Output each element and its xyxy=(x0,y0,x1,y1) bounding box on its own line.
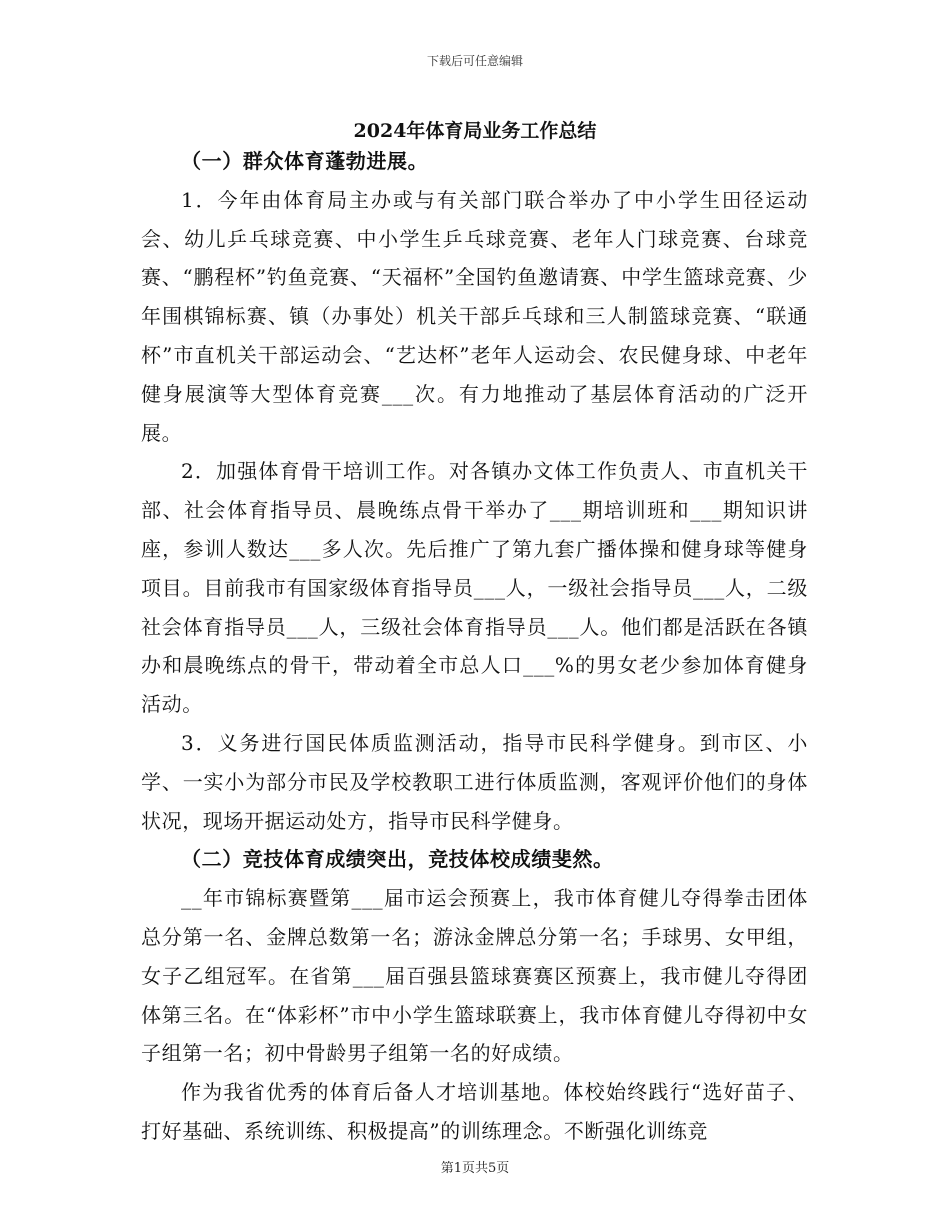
body-paragraph-4: __年市锦标赛暨第___届市运会预赛上，我市体育健儿夺得拳击团体总分第一名、金牌总数第一名；游泳金牌总分第一名；手球男、女甲组，女子乙组冠军。在省第___届百强县篮球赛赛区预赛上，我市健儿夺得团体第三名。在“体彩杯”市中小学生篮球联赛上，我市体育健儿夺得初中女子组第一名；初中骨龄男子组第一名的好成绩。 xyxy=(141,886,808,1066)
body-paragraph-2: 2．加强体育骨干培训工作。对各镇办文体工作负责人、市直机关干部、社会体育指导员、晨晚练点骨干举办了___期培训班和___期知识讲座，参训人数达___多人次。先后推广了第九套广播体操和健身球等健身项目。目前我市有国家级体育指导员___人，一级社会指导员___人，二级社会体育指导员___人，三级社会体育指导员___人。他们都是活跃在各镇办和晨晚练点的骨干，带动着全市总人口___%的男女老少参加体育健身活动。 xyxy=(141,459,808,717)
body-paragraph-1: 1．今年由体育局主办或与有关部门联合举办了中小学生田径运动会、幼儿乒乓球竞赛、中小学生乒乓球竞赛、老年人门球竞赛、台球竞赛、“鹏程杯”钓鱼竞赛、“天福杯”全国钓鱼邀请赛、中学生篮球竞赛、少年围棋锦标赛、镇（办事处）机关干部乒乓球和三人制篮球竞赛、“联通杯”市直机关干部运动会、“艺达杯”老年人运动会、农民健身球、中老年健身展演等大型体育竞赛___次。有力地推动了基层体育活动的广泛开展。 xyxy=(141,187,808,445)
document-title: 2024年体育局业务工作总结 xyxy=(353,120,597,142)
section-heading-mass-sports: （一）群众体育蓬勃进展。 xyxy=(181,149,429,173)
body-paragraph-5: 作为我省优秀的体育后备人才培训基地。体校始终践行“选好苗子、打好基础、系统训练、积极提高”的训练理念。不断强化训练竞 xyxy=(141,1080,808,1143)
section-heading-competitive-sports: （二）竞技体育成绩突出，竞技体校成绩斐然。 xyxy=(181,847,614,872)
page-footer: 第1页共5页 xyxy=(440,1161,510,1176)
document-body xyxy=(141,142,808,1151)
body-paragraph-3: 3．义务进行国民体质监测活动，指导市民科学健身。到市区、小学、一实小为部分市民及学校教职工进行体质监测，客观评价他们的身体状况，现场开据运动处方，指导市民科学健身。 xyxy=(141,730,808,833)
page-header: 下载后可任意编辑 xyxy=(426,54,523,68)
